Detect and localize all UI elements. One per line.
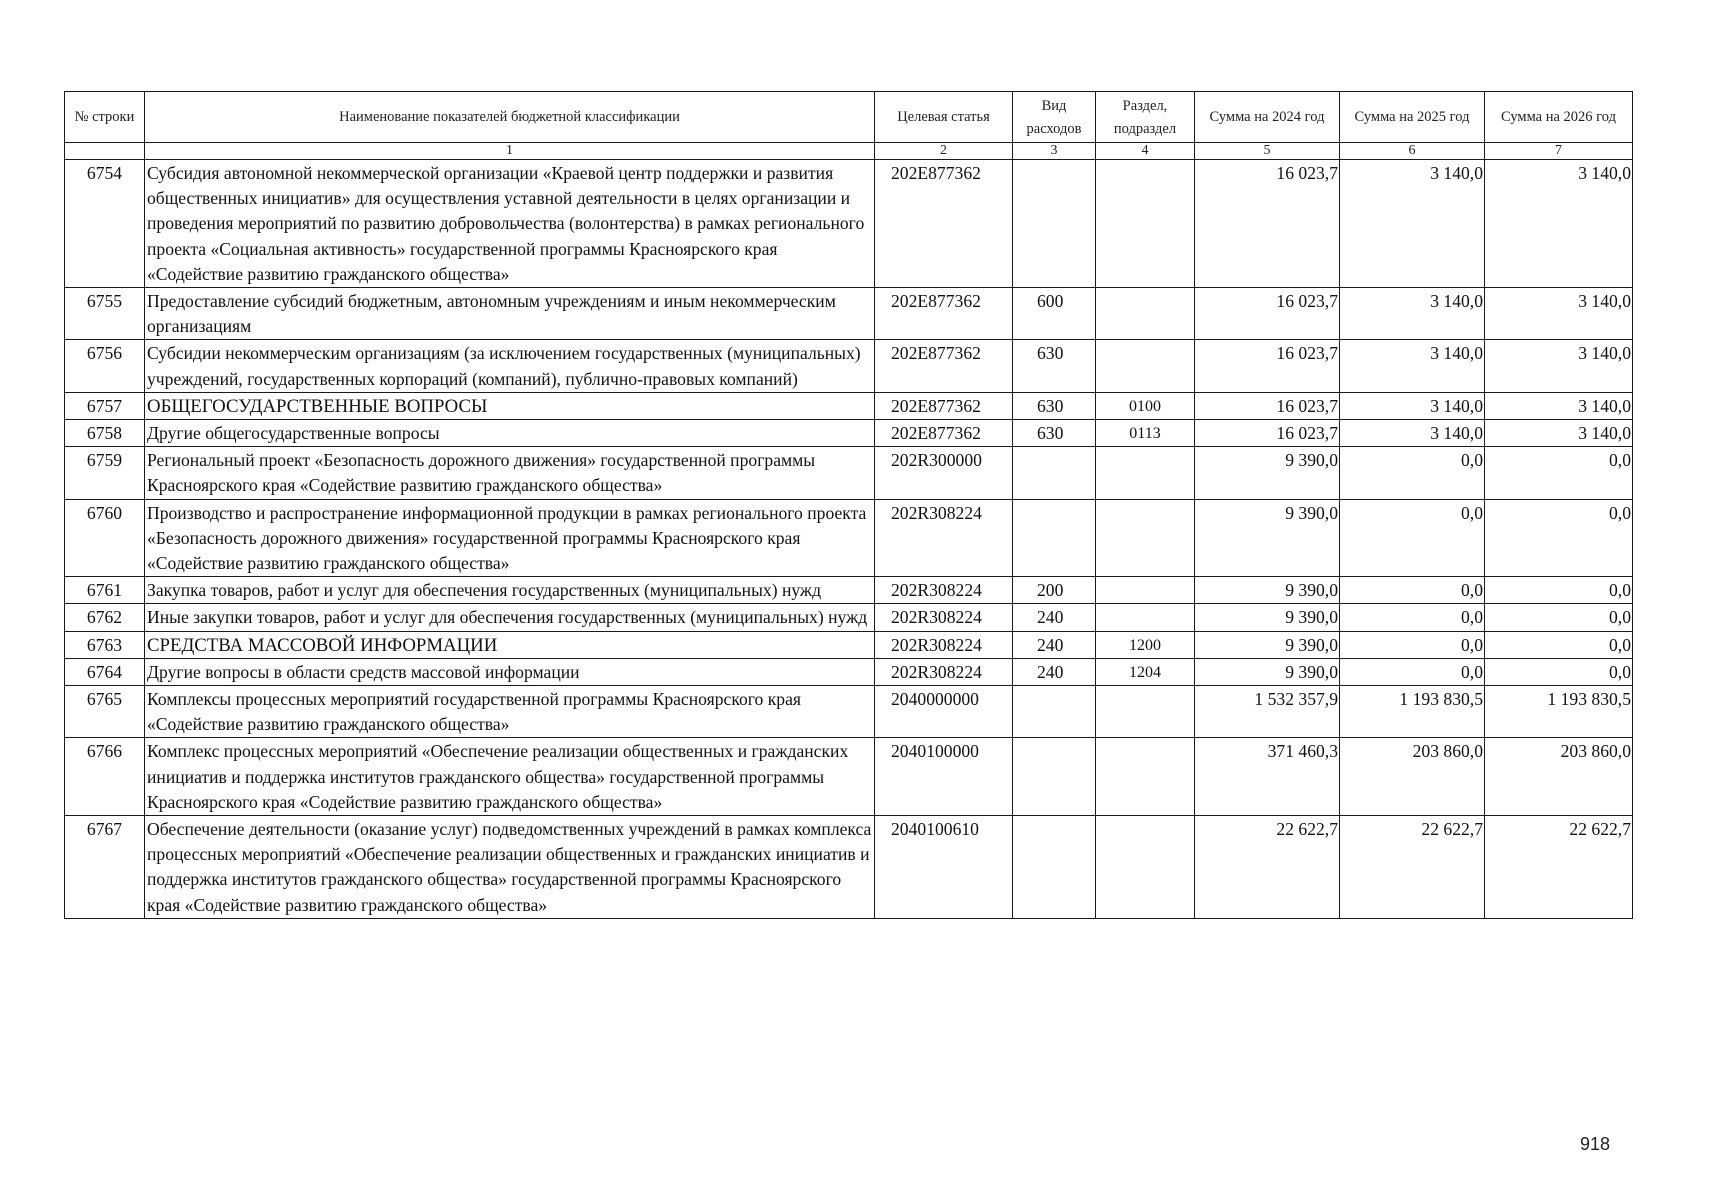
column-number: 1 [145,143,875,160]
row-name: Предоставление субсидий бюджетным, автономным учреждениям и иным некоммерческим организациям [145,288,875,340]
table-row [65,738,1633,816]
row-number: 6759 [65,447,145,499]
header-name: Наименование показателей бюджетной классификации [145,92,875,143]
row-target: 202R308224 [875,658,1013,685]
row-sum-2026: 3 140,0 [1485,288,1633,340]
row-section: 0113 [1096,420,1195,447]
row-sum-2025: 22 622,7 [1340,816,1485,919]
row-kind: 240 [1013,658,1096,685]
row-name: Закупка товаров, работ и услуг для обеспечения государственных (муниципальных) нужд [145,577,875,604]
header-section: Раздел, подраздел [1096,92,1195,143]
row-sum-2026: 3 140,0 [1485,340,1633,392]
row-name: Производство и распространение информационной продукции в рамках регионального проекта «Безопасность дорожного движения» государственной программы Красноярского края «Содействие развитию гражданского общества» [145,499,875,577]
row-sum-2024: 16 023,7 [1195,392,1340,419]
row-name: Субсидия автономной некоммерческой организации «Краевой центр поддержки и развития общественных инициатив» для осуществления уставной деятельности в целях организации и проведения мероприятий по развитию добровольчества (волонтерства) в рамках регионального проекта «Социальная активность» государственной программы Красноярского края «Содействие развитию гражданского общества» [145,160,875,288]
row-target: 202R308224 [875,631,1013,658]
header-kind: Вид расходов [1013,92,1096,143]
row-target: 202R308224 [875,577,1013,604]
row-sum-2024: 9 390,0 [1195,499,1340,577]
column-number [65,143,145,160]
column-number: 2 [875,143,1013,160]
row-sum-2025: 3 140,0 [1340,420,1485,447]
row-kind: 630 [1013,420,1096,447]
row-sum-2025: 203 860,0 [1340,738,1485,816]
row-target: 202R308224 [875,499,1013,577]
row-number: 6754 [65,160,145,288]
header-row-no: № строки [65,92,145,143]
row-kind [1013,447,1096,499]
row-kind: 240 [1013,604,1096,631]
header-target: Целевая статья [875,92,1013,143]
row-name: Обеспечение деятельности (оказание услуг) подведомственных учреждений в рамках комплекса процессных мероприятий «Обеспечение реализации общественных и гражданских инициатив и поддержка институтов гражданского общества» государственной программы Красноярского края «Содействие развитию гражданского общества» [145,816,875,919]
column-number: 3 [1013,143,1096,160]
row-name: Комплекс процессных мероприятий «Обеспечение реализации общественных и гражданских инициатив и поддержка институтов гражданского общества» государственной программы Красноярского края «Содействие развитию гражданского общества» [145,738,875,816]
row-number: 6760 [65,499,145,577]
column-number: 6 [1340,143,1485,160]
row-sum-2026: 0,0 [1485,577,1633,604]
row-number: 6758 [65,420,145,447]
row-target: 202E877362 [875,340,1013,392]
row-kind [1013,160,1096,288]
table-row [65,420,1633,447]
row-section [1096,288,1195,340]
row-number: 6766 [65,738,145,816]
row-sum-2025: 0,0 [1340,604,1485,631]
row-sum-2024: 16 023,7 [1195,160,1340,288]
row-section [1096,499,1195,577]
row-section [1096,816,1195,919]
row-number: 6765 [65,686,145,738]
row-section [1096,160,1195,288]
row-sum-2024: 9 390,0 [1195,631,1340,658]
row-name: Другие общегосударственные вопросы [145,420,875,447]
row-section [1096,686,1195,738]
row-target: 202R308224 [875,604,1013,631]
row-number: 6755 [65,288,145,340]
row-section: 1204 [1096,658,1195,685]
table-row [65,288,1633,340]
row-number: 6756 [65,340,145,392]
row-section [1096,577,1195,604]
header-sum-2026: Сумма на 2026 год [1485,92,1633,143]
row-target: 202E877362 [875,288,1013,340]
row-name: ОБЩЕГОСУДАРСТВЕННЫЕ ВОПРОСЫ [145,392,875,419]
row-target: 2040000000 [875,686,1013,738]
table-row [65,577,1633,604]
row-sum-2024: 16 023,7 [1195,288,1340,340]
row-sum-2026: 22 622,7 [1485,816,1633,919]
row-sum-2026: 3 140,0 [1485,392,1633,419]
column-number: 7 [1485,143,1633,160]
table-row [65,447,1633,499]
row-sum-2026: 3 140,0 [1485,420,1633,447]
table-row [65,686,1633,738]
column-number: 4 [1096,143,1195,160]
row-target: 202E877362 [875,392,1013,419]
row-sum-2024: 1 532 357,9 [1195,686,1340,738]
column-number-row [65,143,1633,160]
row-sum-2025: 0,0 [1340,577,1485,604]
row-sum-2026: 0,0 [1485,447,1633,499]
row-sum-2026: 3 140,0 [1485,160,1633,288]
row-number: 6763 [65,631,145,658]
row-sum-2025: 3 140,0 [1340,288,1485,340]
row-sum-2024: 371 460,3 [1195,738,1340,816]
table-row [65,631,1633,658]
row-sum-2024: 16 023,7 [1195,420,1340,447]
row-name: Региональный проект «Безопасность дорожного движения» государственной программы Красноярского края «Содействие развитию гражданского общества» [145,447,875,499]
row-sum-2025: 3 140,0 [1340,392,1485,419]
table-row [65,160,1633,288]
table-row [65,816,1633,919]
row-sum-2025: 0,0 [1340,447,1485,499]
table-row [65,658,1633,685]
row-sum-2025: 1 193 830,5 [1340,686,1485,738]
row-kind [1013,499,1096,577]
row-section [1096,604,1195,631]
page-number: 918 [1580,1134,1611,1154]
row-number: 6757 [65,392,145,419]
row-kind [1013,816,1096,919]
row-sum-2024: 16 023,7 [1195,340,1340,392]
budget-table [64,91,1633,919]
row-sum-2025: 3 140,0 [1340,160,1485,288]
row-kind [1013,686,1096,738]
row-section: 0100 [1096,392,1195,419]
row-sum-2025: 0,0 [1340,499,1485,577]
row-sum-2026: 0,0 [1485,658,1633,685]
row-kind: 630 [1013,340,1096,392]
table-row [65,340,1633,392]
header-sum-2024: Сумма на 2024 год [1195,92,1340,143]
row-kind: 240 [1013,631,1096,658]
row-name: Комплексы процессных мероприятий государственной программы Красноярского края «Содействие развитию гражданского общества» [145,686,875,738]
row-sum-2026: 0,0 [1485,631,1633,658]
row-name: Другие вопросы в области средств массовой информации [145,658,875,685]
column-number: 5 [1195,143,1340,160]
row-section [1096,738,1195,816]
row-target: 202E877362 [875,420,1013,447]
table-row [65,392,1633,419]
row-target: 202R300000 [875,447,1013,499]
row-section: 1200 [1096,631,1195,658]
row-sum-2026: 0,0 [1485,499,1633,577]
header-sum-2025: Сумма на 2025 год [1340,92,1485,143]
table-row [65,499,1633,577]
row-sum-2025: 3 140,0 [1340,340,1485,392]
row-name: Иные закупки товаров, работ и услуг для обеспечения государственных (муниципальных) нужд [145,604,875,631]
row-sum-2026: 203 860,0 [1485,738,1633,816]
row-sum-2024: 22 622,7 [1195,816,1340,919]
row-sum-2026: 0,0 [1485,604,1633,631]
row-sum-2025: 0,0 [1340,631,1485,658]
table-row [65,604,1633,631]
row-number: 6767 [65,816,145,919]
row-sum-2024: 9 390,0 [1195,577,1340,604]
row-sum-2025: 0,0 [1340,658,1485,685]
row-target: 2040100610 [875,816,1013,919]
row-target: 2040100000 [875,738,1013,816]
row-sum-2026: 1 193 830,5 [1485,686,1633,738]
row-kind: 200 [1013,577,1096,604]
row-kind: 600 [1013,288,1096,340]
row-target: 202E877362 [875,160,1013,288]
row-sum-2024: 9 390,0 [1195,658,1340,685]
header-row [65,92,1633,143]
row-name: СРЕДСТВА МАССОВОЙ ИНФОРМАЦИИ [145,631,875,658]
row-section [1096,447,1195,499]
row-sum-2024: 9 390,0 [1195,447,1340,499]
row-name: Субсидии некоммерческим организациям (за исключением государственных (муниципальных) учреждений, государственных корпораций (компаний), публично-правовых компаний) [145,340,875,392]
row-kind [1013,738,1096,816]
row-number: 6761 [65,577,145,604]
row-number: 6762 [65,604,145,631]
row-sum-2024: 9 390,0 [1195,604,1340,631]
row-section [1096,340,1195,392]
row-kind: 630 [1013,392,1096,419]
row-number: 6764 [65,658,145,685]
